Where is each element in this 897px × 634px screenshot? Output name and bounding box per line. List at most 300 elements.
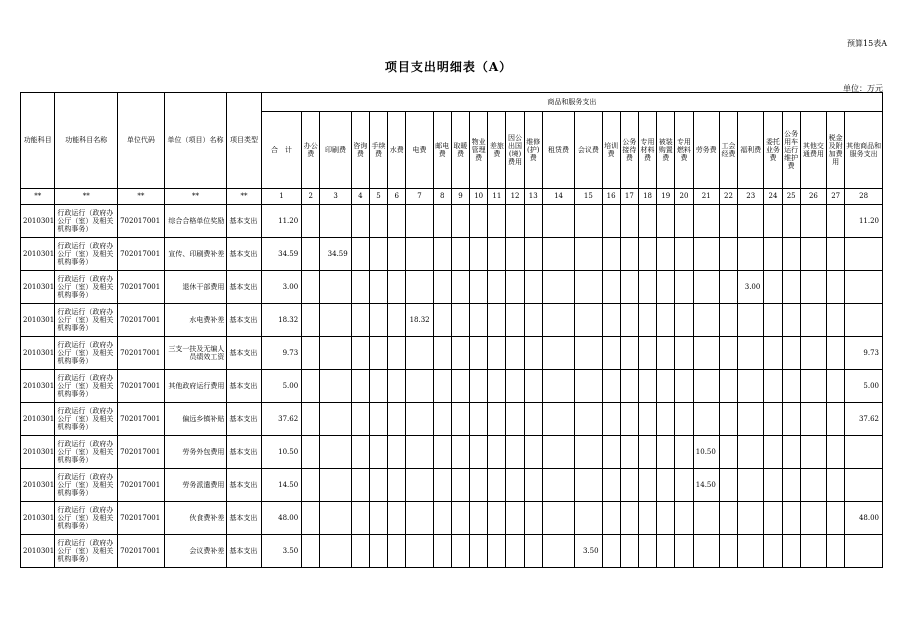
table-row — [21, 535, 883, 568]
amount-cell — [388, 469, 406, 502]
amount-cell — [719, 304, 737, 337]
amount-cell — [351, 238, 369, 271]
amount-cell — [542, 502, 574, 535]
amount-cell — [369, 403, 387, 436]
amount-cell — [602, 370, 620, 403]
amount-cell — [719, 469, 737, 502]
amount-cell — [657, 535, 675, 568]
amount-cell — [764, 370, 782, 403]
amount-cell — [451, 436, 469, 469]
amount-cell — [388, 436, 406, 469]
column-number: 18 — [638, 189, 656, 205]
amount-cell — [693, 304, 719, 337]
amount-cell — [693, 271, 719, 304]
amount-cell — [369, 337, 387, 370]
total-cell: 11.20 — [261, 205, 301, 238]
amount-cell — [800, 238, 826, 271]
project-type-cell: 基本支出 — [227, 469, 261, 502]
amount-cell — [388, 535, 406, 568]
func-code-cell: 2010301 — [21, 238, 55, 271]
amount-cell — [488, 535, 506, 568]
amount-cell — [719, 370, 737, 403]
unit-code-cell: 702017001 — [118, 205, 165, 238]
marker-cell: ** — [118, 189, 165, 205]
amount-cell — [320, 205, 351, 238]
amount-cell — [845, 271, 883, 304]
project-name-cell: 宣传、印刷费补差 — [164, 238, 227, 271]
amount-cell — [764, 337, 782, 370]
amount-cell — [542, 238, 574, 271]
amount-cell — [406, 502, 433, 535]
amount-cell — [406, 370, 433, 403]
project-name-cell: 伙食费补差 — [164, 502, 227, 535]
amount-cell — [602, 205, 620, 238]
amount-cell — [738, 535, 764, 568]
col-econ-header: 办公费 — [302, 112, 320, 189]
amount-cell — [302, 469, 320, 502]
amount-cell — [782, 205, 800, 238]
amount-cell — [638, 469, 656, 502]
func-name-cell: 行政运行（政府办公厅（室）及相关机构事务） — [55, 436, 118, 469]
func-name-cell: 行政运行（政府办公厅（室）及相关机构事务） — [55, 370, 118, 403]
project-type-cell: 基本支出 — [227, 271, 261, 304]
func-code-cell: 2010301 — [21, 436, 55, 469]
amount-cell — [369, 205, 387, 238]
amount-cell: 37.62 — [845, 403, 883, 436]
amount-cell — [602, 304, 620, 337]
amount-cell — [638, 271, 656, 304]
total-cell: 9.73 — [261, 337, 301, 370]
amount-cell — [845, 535, 883, 568]
amount-cell — [524, 403, 542, 436]
amount-cell — [388, 403, 406, 436]
marker-cell: ** — [55, 189, 118, 205]
col-func-name: 功能科目名称 — [55, 93, 118, 189]
amount-cell — [320, 502, 351, 535]
amount-cell — [575, 436, 602, 469]
amount-cell — [693, 370, 719, 403]
amount-cell — [800, 337, 826, 370]
amount-cell — [827, 337, 845, 370]
amount-cell — [602, 502, 620, 535]
col-econ-header: 公务用车运行维护费 — [782, 112, 800, 189]
amount-cell — [675, 469, 693, 502]
amount-cell — [827, 502, 845, 535]
col-econ-header: 委托业务费 — [764, 112, 782, 189]
amount-cell — [575, 205, 602, 238]
amount-cell — [764, 205, 782, 238]
amount-cell: 10.50 — [693, 436, 719, 469]
col-econ-header: 税金及附加费用 — [827, 112, 845, 189]
project-name-cell: 退休干部费用 — [164, 271, 227, 304]
column-number: 10 — [470, 189, 488, 205]
amount-cell — [388, 370, 406, 403]
col-unit-code: 单位代码 — [118, 93, 165, 189]
func-name-cell: 行政运行（政府办公厅（室）及相关机构事务） — [55, 205, 118, 238]
column-number: 23 — [738, 189, 764, 205]
amount-cell — [506, 337, 524, 370]
amount-cell — [351, 337, 369, 370]
amount-cell — [764, 469, 782, 502]
amount-cell — [488, 370, 506, 403]
amount-cell — [827, 436, 845, 469]
amount-cell — [406, 238, 433, 271]
amount-cell — [657, 370, 675, 403]
amount-cell — [800, 469, 826, 502]
column-number: 17 — [620, 189, 638, 205]
column-number: 24 — [764, 189, 782, 205]
amount-cell — [657, 469, 675, 502]
amount-cell — [738, 469, 764, 502]
amount-cell — [369, 535, 387, 568]
column-number: 27 — [827, 189, 845, 205]
col-econ-header: 租赁费 — [542, 112, 574, 189]
func-code-cell: 2010301 — [21, 304, 55, 337]
amount-cell — [764, 304, 782, 337]
func-code-cell: 2010301 — [21, 469, 55, 502]
amount-cell — [488, 271, 506, 304]
amount-cell — [542, 271, 574, 304]
amount-cell — [800, 535, 826, 568]
column-number: 25 — [782, 189, 800, 205]
amount-cell — [451, 370, 469, 403]
amount-cell — [575, 238, 602, 271]
amount-cell — [451, 502, 469, 535]
column-number: 15 — [575, 189, 602, 205]
amount-cell — [602, 469, 620, 502]
amount-cell — [693, 502, 719, 535]
total-cell: 14.50 — [261, 469, 301, 502]
amount-cell — [388, 205, 406, 238]
amount-cell — [451, 304, 469, 337]
col-econ-header: 物业管理费 — [470, 112, 488, 189]
amount-cell — [433, 370, 451, 403]
col-econ-header: 会议费 — [575, 112, 602, 189]
amount-cell — [620, 535, 638, 568]
amount-cell — [738, 370, 764, 403]
amount-cell — [620, 271, 638, 304]
amount-cell — [369, 502, 387, 535]
amount-cell — [719, 436, 737, 469]
col-econ-header: 水费 — [388, 112, 406, 189]
group-header: 商品和服务支出 — [261, 93, 882, 112]
amount-cell — [738, 238, 764, 271]
amount-cell — [827, 403, 845, 436]
amount-cell — [388, 304, 406, 337]
func-name-cell: 行政运行（政府办公厅（室）及相关机构事务） — [55, 337, 118, 370]
amount-cell — [782, 469, 800, 502]
func-code-cell: 2010301 — [21, 337, 55, 370]
table-row — [21, 436, 883, 469]
col-econ-header: 公务接待费 — [620, 112, 638, 189]
amount-cell — [488, 238, 506, 271]
amount-cell — [524, 304, 542, 337]
amount-cell — [827, 271, 845, 304]
amount-cell — [602, 436, 620, 469]
amount-cell — [369, 469, 387, 502]
amount-cell — [351, 436, 369, 469]
amount-cell — [693, 238, 719, 271]
amount-cell — [351, 205, 369, 238]
table-row — [21, 271, 883, 304]
amount-cell — [719, 271, 737, 304]
amount-cell — [433, 469, 451, 502]
amount-cell — [719, 337, 737, 370]
amount-cell — [351, 304, 369, 337]
project-type-cell: 基本支出 — [227, 502, 261, 535]
amount-cell — [657, 271, 675, 304]
amount-cell — [524, 337, 542, 370]
amount-cell — [738, 403, 764, 436]
amount-cell — [827, 370, 845, 403]
col-econ-header: 专用燃料费 — [675, 112, 693, 189]
amount-cell — [620, 304, 638, 337]
amount-cell — [369, 304, 387, 337]
column-number: 5 — [369, 189, 387, 205]
amount-cell — [470, 337, 488, 370]
col-econ-header: 手续费 — [369, 112, 387, 189]
amount-cell — [470, 205, 488, 238]
amount-cell — [433, 403, 451, 436]
amount-cell — [433, 502, 451, 535]
amount-cell — [782, 304, 800, 337]
amount-cell — [602, 271, 620, 304]
amount-cell — [782, 436, 800, 469]
amount-cell — [302, 403, 320, 436]
column-number: 13 — [524, 189, 542, 205]
table-row — [21, 370, 883, 403]
amount-cell: 11.20 — [845, 205, 883, 238]
amount-cell — [542, 436, 574, 469]
amount-cell — [719, 205, 737, 238]
column-number: 22 — [719, 189, 737, 205]
amount-cell — [470, 271, 488, 304]
amount-cell — [693, 337, 719, 370]
column-number: 1 — [261, 189, 301, 205]
func-name-cell: 行政运行（政府办公厅（室）及相关机构事务） — [55, 502, 118, 535]
func-code-cell: 2010301 — [21, 205, 55, 238]
col-econ-header: 福利费 — [738, 112, 764, 189]
amount-cell — [738, 436, 764, 469]
amount-cell — [575, 403, 602, 436]
unit-code-cell: 702017001 — [118, 535, 165, 568]
amount-cell — [845, 304, 883, 337]
amount-cell — [488, 403, 506, 436]
column-number: 7 — [406, 189, 433, 205]
amount-cell — [451, 205, 469, 238]
col-econ-header: 咨询费 — [351, 112, 369, 189]
amount-cell — [764, 535, 782, 568]
amount-cell — [657, 205, 675, 238]
amount-cell — [800, 205, 826, 238]
amount-cell — [524, 205, 542, 238]
project-name-cell: 综合合格单位奖励 — [164, 205, 227, 238]
amount-cell — [542, 304, 574, 337]
unit-code-cell: 702017001 — [118, 304, 165, 337]
amount-cell — [620, 403, 638, 436]
amount-cell — [845, 469, 883, 502]
total-cell: 37.62 — [261, 403, 301, 436]
project-name-cell: 三支一扶及无编人员绩效工资 — [164, 337, 227, 370]
amount-cell — [693, 205, 719, 238]
amount-cell — [488, 205, 506, 238]
amount-cell — [620, 238, 638, 271]
amount-cell — [470, 238, 488, 271]
amount-cell — [657, 403, 675, 436]
column-number: 21 — [693, 189, 719, 205]
amount-cell — [433, 337, 451, 370]
amount-cell — [524, 436, 542, 469]
amount-cell — [351, 469, 369, 502]
amount-cell — [675, 502, 693, 535]
amount-cell — [302, 271, 320, 304]
amount-cell — [602, 238, 620, 271]
project-name-cell: 其他政府运行费用 — [164, 370, 227, 403]
total-cell: 34.59 — [261, 238, 301, 271]
expense-table — [20, 92, 883, 568]
amount-cell — [524, 502, 542, 535]
column-number: 16 — [602, 189, 620, 205]
amount-cell — [470, 535, 488, 568]
col-econ-header: 劳务费 — [693, 112, 719, 189]
amount-cell — [620, 337, 638, 370]
amount-cell — [302, 502, 320, 535]
amount-cell — [302, 304, 320, 337]
amount-cell — [602, 535, 620, 568]
column-number: 8 — [433, 189, 451, 205]
column-number: 20 — [675, 189, 693, 205]
amount-cell — [764, 403, 782, 436]
unit-code-cell: 702017001 — [118, 337, 165, 370]
amount-cell — [575, 502, 602, 535]
amount-cell — [388, 271, 406, 304]
column-number: 11 — [488, 189, 506, 205]
amount-cell — [406, 271, 433, 304]
amount-cell — [470, 304, 488, 337]
amount-cell — [406, 436, 433, 469]
amount-cell — [433, 535, 451, 568]
amount-cell — [406, 337, 433, 370]
total-cell: 3.00 — [261, 271, 301, 304]
amount-cell — [369, 271, 387, 304]
project-type-cell: 基本支出 — [227, 403, 261, 436]
amount-cell — [638, 436, 656, 469]
amount-cell — [800, 271, 826, 304]
amount-cell — [800, 436, 826, 469]
amount-cell — [782, 535, 800, 568]
amount-cell — [638, 502, 656, 535]
col-econ-header: 其他交通费用 — [800, 112, 826, 189]
amount-cell — [845, 436, 883, 469]
total-cell: 18.32 — [261, 304, 301, 337]
unit-code-cell: 702017001 — [118, 436, 165, 469]
column-number: 14 — [542, 189, 574, 205]
amount-cell — [451, 535, 469, 568]
amount-cell: 48.00 — [845, 502, 883, 535]
amount-cell — [657, 304, 675, 337]
amount-cell — [488, 337, 506, 370]
table-row — [21, 502, 883, 535]
amount-cell — [782, 403, 800, 436]
amount-cell — [620, 469, 638, 502]
amount-cell — [782, 502, 800, 535]
table-row — [21, 337, 883, 370]
amount-cell — [451, 238, 469, 271]
amount-cell — [470, 370, 488, 403]
table-row — [21, 469, 883, 502]
amount-cell — [675, 238, 693, 271]
project-type-cell: 基本支出 — [227, 436, 261, 469]
amount-cell — [488, 469, 506, 502]
amount-cell — [575, 469, 602, 502]
table-row — [21, 238, 883, 271]
amount-cell — [351, 535, 369, 568]
amount-cell — [451, 403, 469, 436]
amount-cell — [542, 205, 574, 238]
amount-cell — [719, 502, 737, 535]
amount-cell — [351, 502, 369, 535]
amount-cell — [782, 271, 800, 304]
amount-cell — [302, 370, 320, 403]
col-econ-header: 培训费 — [602, 112, 620, 189]
amount-cell — [542, 370, 574, 403]
amount-cell — [638, 370, 656, 403]
amount-cell — [575, 337, 602, 370]
func-name-cell: 行政运行（政府办公厅（室）及相关机构事务） — [55, 271, 118, 304]
project-type-cell: 基本支出 — [227, 535, 261, 568]
column-number: 2 — [302, 189, 320, 205]
amount-cell — [320, 370, 351, 403]
amount-cell — [719, 238, 737, 271]
amount-cell — [506, 271, 524, 304]
amount-cell — [506, 436, 524, 469]
amount-cell — [351, 403, 369, 436]
amount-cell — [827, 304, 845, 337]
col-project-type: 项目类型 — [227, 93, 261, 189]
amount-cell — [506, 502, 524, 535]
amount-cell — [764, 502, 782, 535]
func-code-cell: 2010301 — [21, 535, 55, 568]
amount-cell — [620, 205, 638, 238]
unit-code-cell: 702017001 — [118, 469, 165, 502]
project-name-cell: 偏远乡镇补贴 — [164, 403, 227, 436]
amount-cell — [638, 304, 656, 337]
amount-cell — [693, 535, 719, 568]
amount-cell: 5.00 — [845, 370, 883, 403]
amount-cell — [506, 535, 524, 568]
unit-code-cell: 702017001 — [118, 502, 165, 535]
amount-cell — [638, 337, 656, 370]
amount-cell — [470, 502, 488, 535]
amount-cell — [657, 337, 675, 370]
project-type-cell: 基本支出 — [227, 205, 261, 238]
amount-cell — [388, 502, 406, 535]
amount-cell — [575, 271, 602, 304]
page-title: 项目支出明细表（A） — [384, 60, 513, 74]
amount-cell: 14.50 — [693, 469, 719, 502]
amount-cell — [620, 436, 638, 469]
col-econ-header: 因公出国(境)费用 — [506, 112, 524, 189]
amount-cell — [451, 271, 469, 304]
amount-cell — [675, 403, 693, 436]
func-code-cell: 2010301 — [21, 370, 55, 403]
func-name-cell: 行政运行（政府办公厅（室）及相关机构事务） — [55, 403, 118, 436]
amount-cell — [388, 238, 406, 271]
amount-cell — [470, 436, 488, 469]
amount-cell — [488, 502, 506, 535]
amount-cell — [320, 535, 351, 568]
marker-cell: ** — [21, 189, 55, 205]
